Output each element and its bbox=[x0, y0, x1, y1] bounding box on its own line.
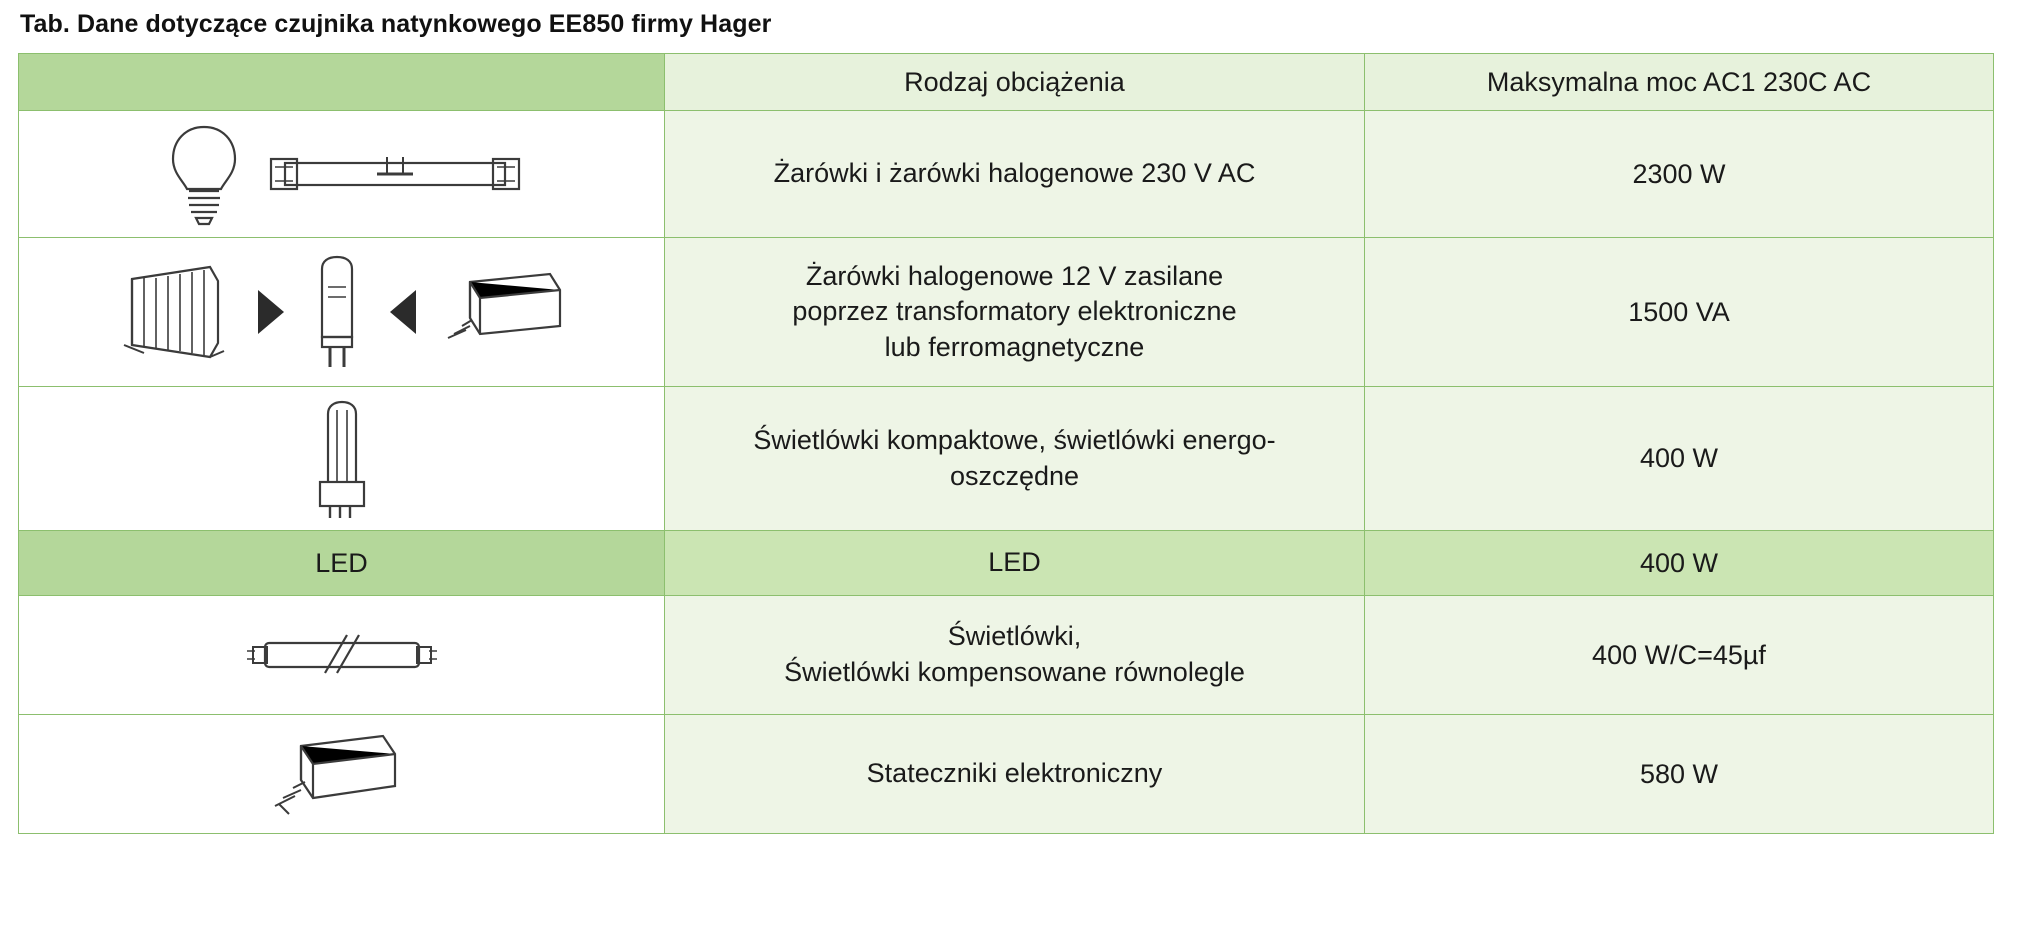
fluorescent-tube-icon bbox=[247, 627, 437, 683]
arrow-left-icon bbox=[384, 284, 424, 340]
ferromagnetic-transformer-icon bbox=[114, 257, 234, 367]
incandescent-bulb-icon bbox=[159, 119, 249, 229]
load-type-text: Stateczniki elektroniczny bbox=[665, 715, 1365, 834]
header-load-type: Rodzaj obciążenia bbox=[665, 54, 1365, 111]
row-icon-cell bbox=[19, 715, 665, 834]
table-header-row bbox=[19, 54, 1994, 111]
header-max-power: Maksymalna moc AC1 230C AC bbox=[1365, 54, 1994, 111]
row-icon-label: LED bbox=[19, 531, 665, 596]
table-row bbox=[19, 238, 1994, 387]
icon-group bbox=[19, 715, 664, 833]
header-icon-column bbox=[19, 54, 665, 111]
table-row bbox=[19, 387, 1994, 531]
table-row-led bbox=[19, 531, 1994, 596]
icon-group bbox=[19, 111, 664, 237]
max-power-text: 1500 VA bbox=[1365, 238, 1994, 387]
icon-group bbox=[19, 387, 664, 530]
table-caption: Tab. Dane dotyczące czujnika natynkowego EE850 firmy Hager bbox=[20, 10, 772, 38]
row-icon-cell bbox=[19, 111, 665, 238]
row-icon-cell bbox=[19, 387, 665, 531]
table-row bbox=[19, 596, 1994, 715]
compact-fluorescent-lamp-icon bbox=[304, 398, 380, 520]
electronic-transformer-icon bbox=[440, 264, 570, 360]
load-type-text: Świetlówki, Świetlówki kompensowane równolegle bbox=[665, 596, 1365, 715]
icon-group bbox=[19, 238, 664, 386]
table-row bbox=[19, 111, 1994, 238]
arrow-right-icon bbox=[250, 284, 290, 340]
max-power-text: 580 W bbox=[1365, 715, 1994, 834]
linear-halogen-lamp-icon bbox=[265, 147, 525, 201]
load-type-text: Żarówki i żarówki halogenowe 230 V AC bbox=[665, 111, 1365, 238]
load-type-text: Świetlówki kompaktowe, świetlówki energo- oszczędne bbox=[665, 387, 1365, 531]
electronic-ballast-icon bbox=[267, 726, 417, 822]
load-data-table bbox=[18, 53, 1994, 834]
load-type-text: LED bbox=[665, 531, 1365, 596]
row-icon-cell bbox=[19, 596, 665, 715]
max-power-text: 400 W bbox=[1365, 531, 1994, 596]
table-row bbox=[19, 715, 1994, 834]
halogen-capsule-lamp-icon bbox=[306, 253, 368, 371]
row-icon-cell bbox=[19, 238, 665, 387]
max-power-text: 2300 W bbox=[1365, 111, 1994, 238]
load-type-text: Żarówki halogenowe 12 V zasilane poprzez transformatory elektroniczne lub ferromagnetyczne bbox=[665, 238, 1365, 387]
icon-group bbox=[19, 596, 664, 714]
max-power-text: 400 W/C=45µf bbox=[1365, 596, 1994, 715]
max-power-text: 400 W bbox=[1365, 387, 1994, 531]
